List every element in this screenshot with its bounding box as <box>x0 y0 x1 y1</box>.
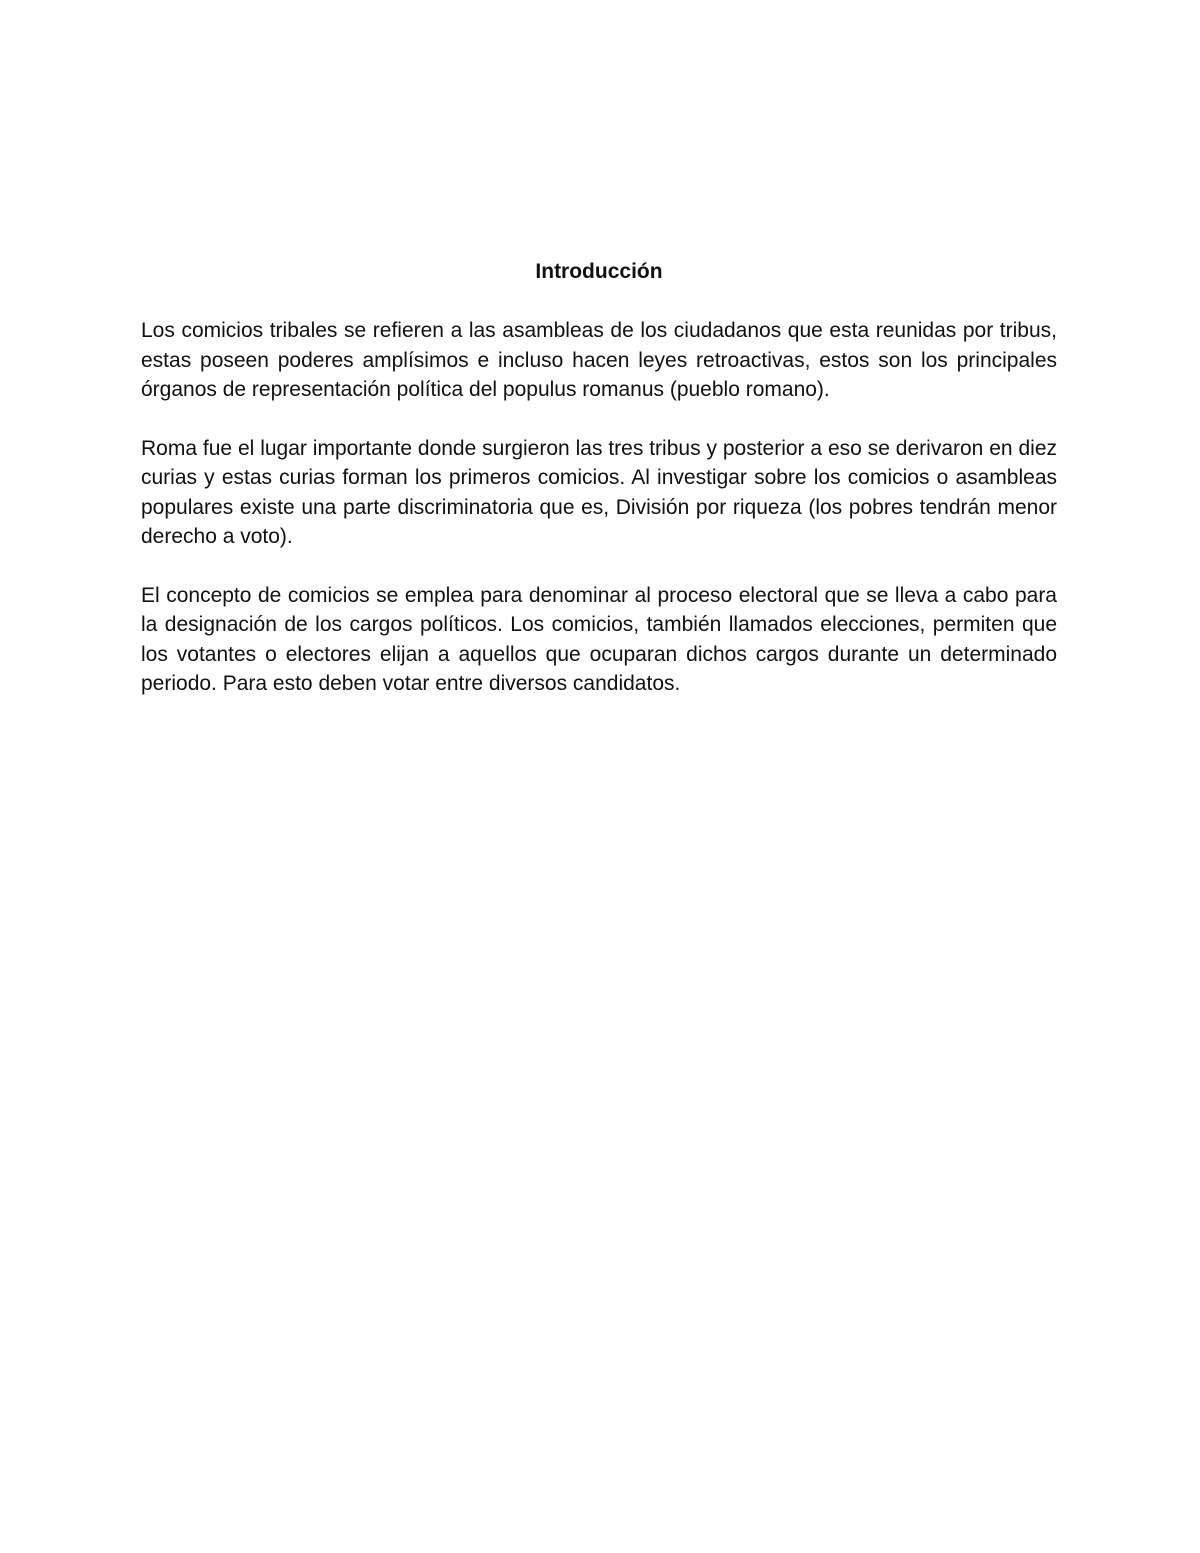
document-body <box>141 256 1057 728</box>
paragraph-1: Los comicios tribales se refieren a las asambleas de los ciudadanos que esta reunidas por tribus, estas poseen poderes amplísimos e incluso hacen leyes retroactivas, estos son los principales órganos de representación política del populus romanus (pueblo romano). <box>141 319 1057 401</box>
document-title: Introducción <box>535 260 663 283</box>
paragraph-2: Roma fue el lugar importante donde surgieron las tres tribus y posterior a eso se derivaron en diez curias y estas curias forman los primeros comicios. Al investigar sobre los comicios o asambleas populares existe una parte discriminatoria que es, División por riqueza (los pobres tendrán menor derecho a voto). <box>141 436 1057 548</box>
paragraph-3: El concepto de comicios se emplea para denominar al proceso electoral que se lleva a cabo para la designación de los cargos políticos. Los comicios, también llamados elecciones, permiten que los votantes o electores elijan a aquellos que ocuparan dichos cargos durante un determinado periodo. Para esto deben votar entre diversos candidatos. <box>141 583 1057 695</box>
